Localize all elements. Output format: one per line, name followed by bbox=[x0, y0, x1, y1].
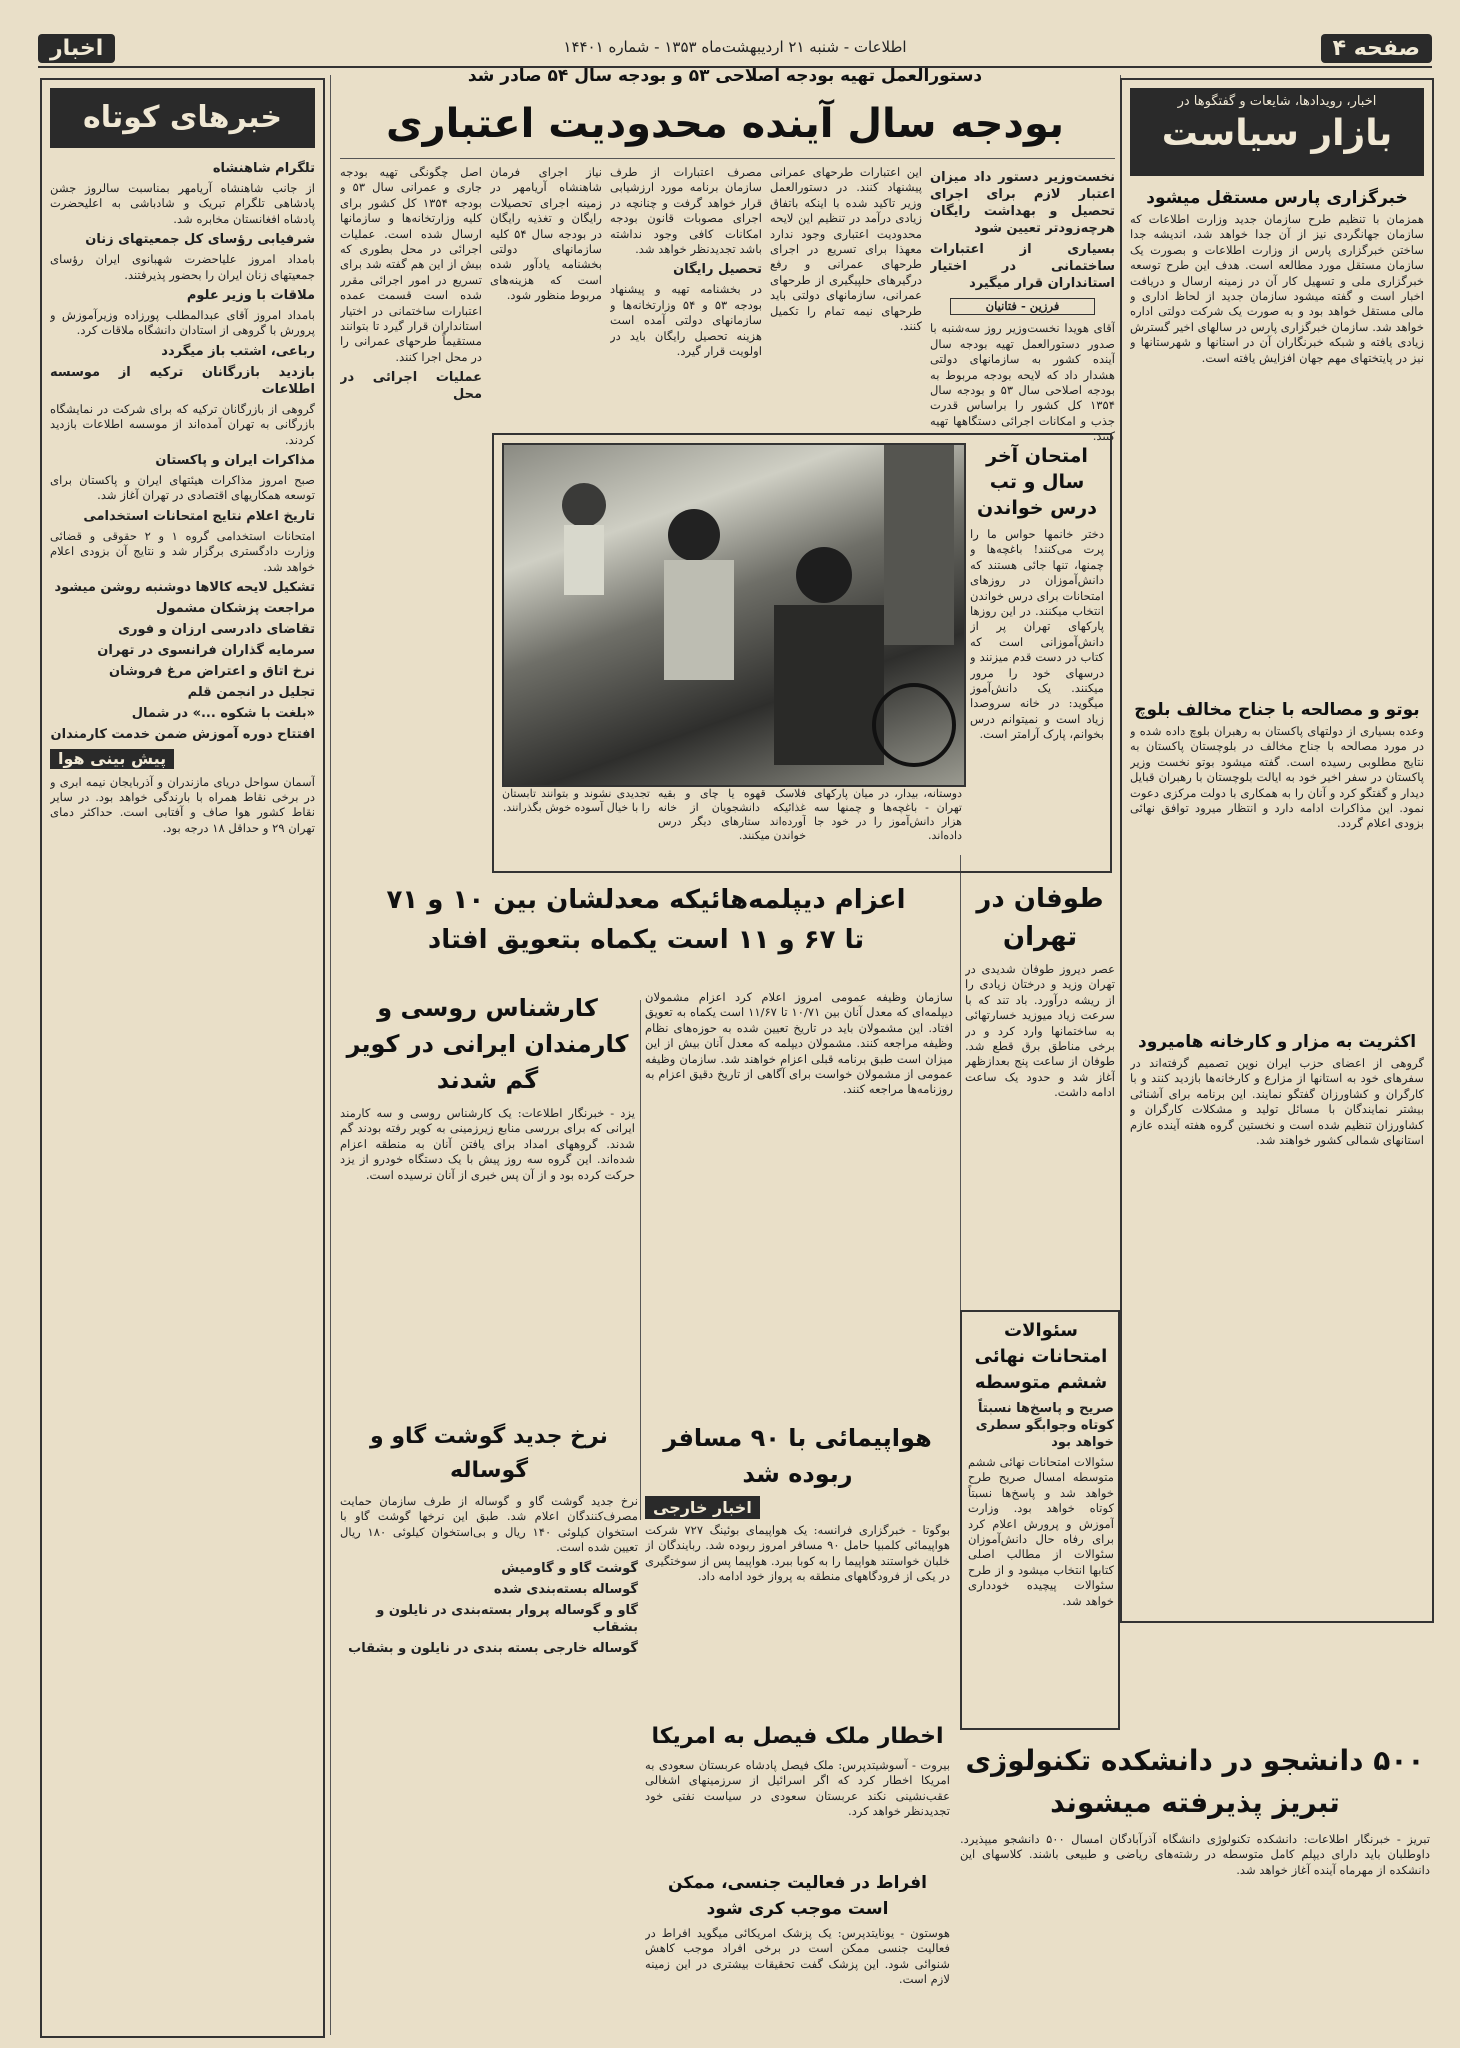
plane-story bbox=[645, 1420, 950, 1720]
brief-title: بازدید بازرگانان ترکیه از موسسه اطلاعات bbox=[50, 364, 315, 397]
main-kicker: دستورالعمل تهیه بودجه اصلاحی ۵۳ و بودجه سال ۵۴ صادر شد bbox=[467, 66, 983, 86]
photo-illustration bbox=[504, 445, 964, 785]
diploma-body: سازمان وظیفه عمومی امروز اعلام کرد اعزام مشمولان دیپلمه‌ای که معدل آنان بین ۱۰/۷۱ تا ۱۱/۶۷ است یکماه به تعویق افتاد. این مشمولان باید در تاریخ تعیین شده به حوزه‌های نظام وظیفه مراجعه کنند. مشمولان دیپلمه که معدل آنان بیش از این میزان است طبق برنامه قبلی اعزام خواهند شد. سازمان وظیفه عمومی از مشمولان خواست برای آگاهی از تاریخ دقیق اعزام به روزنامه‌ها مراجعه کنند. bbox=[645, 990, 953, 1097]
politics-body bbox=[1130, 184, 1424, 1609]
tabriz-story bbox=[960, 1740, 1430, 2030]
photo-caption: تجدیدی نشوند و بتوانند تابستان را با خیال آسوده خوش بگذرانند. bbox=[502, 787, 650, 814]
brief-title: ملاقات با وزیر علوم bbox=[186, 288, 315, 304]
diploma-headline bbox=[340, 880, 952, 980]
main-col-5 bbox=[340, 165, 482, 860]
plane-body: بوگوتا - خبرگزاری فرانسه: یک هواپیمای بوئینگ ۷۲۷ شرکت هواپیمائی کلمبیا حامل ۹۰ مسافر امروز ربوده شد. ربایندگان از خلبان خواستند هواپیما را به کوبا ببرد. هواپیما پس از سوختگیری در یکی از فرودگاههای منطقه به پرواز خود ادامه داد. bbox=[645, 1523, 950, 1584]
brief-title: تشکیل لایحه کالاها دوشنبه روشن میشود bbox=[54, 580, 315, 596]
storm-title: طوفان در تهران bbox=[976, 884, 1104, 952]
main-col-2: این اعتبارات طرحهای عمرانی پیشنهاد کنند. در دستورالعمل وزیر تاکید شده با اینکه باتفاق زیادی درآمد در تنظیم این لایحه محدودیت اعتباری وجود ندارد معهذا برای تسریع در اجرای طرحهای عمرانی و رفع درگیرهای حلپیگیری از طرحهای عمرانی، سازمانهای دولتی باید طرحهای نیمه تمام را تکمیل کنند. bbox=[770, 165, 922, 334]
column-rule bbox=[640, 1000, 641, 1520]
rule bbox=[340, 158, 1115, 159]
banner-kicker: اخبار، رویدادها، شایعات و گفتگوها در bbox=[1177, 94, 1377, 109]
brief-title: سرمایه گذاران فرانسوی در تهران bbox=[97, 643, 315, 659]
photo-caption: فلاسک قهوه یا چای و بقیه غذائیکه دانشجویان از خانه آورده‌اند ستارهای دیگر درس خواندن میکنند. bbox=[658, 787, 806, 842]
paragraph: آقای هویدا نخست‌وزیر روز سه‌شنبه با صدور دستورالعمل تهیه بودجه سال آینده کشور به سازمانهای دولتی هشدار داد که لایحه بودجه مربوط به بودجه اصلاحی سال ۵۳ و بودجه سال ۱۳۵۴ کل کشور را براساس قدرت جذب و امکانات اجرائی دستگاهها تهیه کنند. bbox=[930, 321, 1115, 444]
politics-column bbox=[1120, 78, 1434, 1623]
story-title: اکثریت به مزار و کارخانه هامیرود bbox=[1137, 1032, 1417, 1052]
meat-title: نرخ جدید گوشت گاو و گوساله bbox=[370, 1424, 608, 1483]
section-label: اخبار bbox=[38, 34, 115, 63]
issue-line: اطلاعات - شنبه ۲۱ اردیبهشت‌ماه ۱۳۵۳ - شماره ۱۴۴۰۱ bbox=[563, 38, 907, 56]
story-body: گروهی از اعضای حزب ایران نوین تصمیم گرفته‌اند در سفرهای خود به استانها از مزارع و کارخانه‌ها بازدید کنند و با کارگران و کشاورزان گفتگو نمایند. این برنامه برای آشنائی بیشتر نمایندگان با مسائل تولید و مشکلات کارگران و کشاورزان تنظیم شده است و نخستین گروه هفته آینده عازم استانهای شمالی کشور خواهند شد. bbox=[1130, 1056, 1424, 1148]
main-col-4: نیاز اجرای فرمان شاهنشاه آریامهر در زمینه اجرای تحصیلات رایگان و تغذیه رایگان در بودجه سال ۵۴ کلیه سازمانهای دولتی بخشنامه یادآور شده است که هزینه‌های مربوط منظور شود. bbox=[490, 165, 602, 303]
main-kicker-wrap bbox=[340, 66, 1110, 96]
faisal-story bbox=[645, 1720, 950, 1860]
plane-title: هواپیمائی با ۹۰ مسافر ربوده شد bbox=[663, 1424, 932, 1488]
brief-body: گروهی از بازرگانان ترکیه که برای شرکت در نمایشگاه بازرگانی به تهران آمده‌اند از موسسه اطلاعات بازدید کردند. bbox=[50, 401, 315, 447]
exam-questions-box bbox=[960, 1310, 1120, 1730]
photo-caption: دوستانه، بیدار، در میان پارکهای تهران - باغچه‌ها و چمنها سه هزار دانش‌آموز را در خود جا داده‌اند. bbox=[814, 787, 962, 842]
story-body: همزمان با تنظیم طرح سازمان جدید وزارت اطلاعات که سازمان جهانگردی نیز از آن جدا خواهد شد، اندیشه جدا ساختن خبرگزاری پارس از وزارت اطلاعات و بصورت یک سازمان مستقل مورد مطالعه است. هدف این طرح توسعه خبرگزاری ملی و تسهیل کار آن در زمینه ارسال و دریافت اخبار است و گفته میشود سازمان جدید از لحاظ اداری و مالی مستقل خواهد بود و به صورت یک شرکت دولتی اداره خواهد شد. سازمان خبرگزاری پارس در سالهای اخیر گسترش زیادی یافته و شبکه خبرنگاران آن در استانها و شهرستانها و نیز در پایتختهای مهم جهان افزایش یافته است. bbox=[1130, 212, 1424, 365]
lost-story bbox=[340, 990, 635, 1410]
page-label: صفحه ۴ bbox=[1321, 34, 1432, 63]
exam-title: امتحان آخر سال و تب درس خواندن bbox=[977, 445, 1097, 519]
weather-tag: پیش بینی هوا bbox=[50, 749, 174, 768]
story-title: خبرگزاری پارس مستقل میشود bbox=[1146, 188, 1408, 208]
meat-sub: گاو و گوساله پروار بسته‌بندی در نایلون و بشقاب bbox=[376, 1602, 638, 1635]
short-news-body bbox=[50, 156, 315, 2026]
storm-story bbox=[965, 880, 1115, 1300]
brief-body: صبح امروز مذاکرات هیئتهای ایران و پاکستان برای توسعه همکاریهای اقتصادی در تهران آغاز شد. bbox=[50, 473, 315, 503]
short-news-column bbox=[40, 78, 325, 2038]
faisal-title: اخطار ملک فیصل به امریکا bbox=[651, 1724, 944, 1749]
brief-body: بامداد امروز آقای عبدالمطلب پورزاده وزیرآموزش و پرورش با گروهی از استادان دانشگاه ملاقات کرد. bbox=[50, 308, 315, 338]
bullet: بسیاری از اعتبارات ساختمانی در اختیار استانداران قرار میگیرد bbox=[930, 242, 1115, 291]
story-title: بوتو و مصالحه با جناح مخالف بلوچ bbox=[1134, 700, 1420, 720]
brief-body: امتحانات استخدامی گروه ۱ و ۲ حقوقی و قضائی وزارت دادگستری برگزار شد و نتایج آن بزودی اعلام خواهد شد. bbox=[50, 528, 315, 574]
main-headline: بودجه سال آینده محدودیت اعتباری bbox=[385, 101, 1065, 147]
short-news-title: خبرهای کوتاه bbox=[82, 100, 283, 135]
brief-body: بامداد امروز علیاحضرت شهبانوی ایران رؤسای جمعیتهای زنان ایران را بحضور پذیرفتند. bbox=[50, 252, 315, 282]
brief-body: از جانب شاهنشاه آریامهر بمناسبت سالروز جشن پادشاهی تلگرام تبریک و شادباشی به اعلیحضرت پادشاه افغانستان مخابره شد. bbox=[50, 181, 315, 226]
diploma-title-1: اعزام دیپلمه‌هائیکه معدلشان بین ۱۰ و ۷۱ bbox=[386, 885, 906, 915]
brief-title: «بلغت با شکوه ...» در شمال bbox=[131, 706, 315, 722]
faisal-body: بیروت - آسوشیتدپرس: ملک فیصل پادشاه عربستان سعودی به امریکا اخطار کرد که اگر اسرائیل از سرزمینهای اشغالی عقب‌نشینی نکند عربستان سعودی در سیاست نفتی خود تجدیدنظر خواهد کرد. bbox=[645, 1758, 950, 1819]
paragraph: در بخشنامه تهیه و پیشنهاد بودجه ۵۳ و ۵۴ وزارتخانه‌ها و سازمانهای دولتی آمده است هزینه تحصیل رایگان باید در اولویت قرار گیرد. bbox=[610, 282, 762, 359]
tabriz-title-2: تبریز پذیرفته میشوند bbox=[1050, 1786, 1340, 1819]
banner-title: بازار سیاست bbox=[1161, 113, 1393, 154]
page-header bbox=[38, 30, 1432, 68]
exam-feature-box bbox=[492, 433, 1112, 873]
brief-title: رباعی، اشتب باز میگردد bbox=[161, 343, 315, 359]
weather-body: آسمان سواحل دریای مازندران و آذربایجان نیمه ابری و در برخی نقاط همراه با بارندگی خواهد بود. در سایر نقاط کشور هوا صاف و آفتابی است. حداکثر دمای تهران ۲۹ و حداقل ۱۸ درجه بود. bbox=[50, 774, 315, 835]
bullet: نخست‌وزیر دستور داد میزان اعتبار لازم برای اجرای تحصیل و بهداشت رایگان هرچه‌زودتر تعیین شود bbox=[930, 170, 1115, 236]
brief-title: مراجعت پزشکان مشمول bbox=[156, 601, 315, 617]
meat-story bbox=[340, 1420, 638, 2020]
meat-sub: گوساله بسته‌بندی شده bbox=[493, 1581, 638, 1597]
column-rule bbox=[330, 75, 331, 2035]
brief-title: تاریخ اعلام نتایج امتحانات استخدامی bbox=[83, 508, 315, 524]
story-body: وعده بسیاری از دولتهای پاکستان به رهبران بلوچ داده شده و در مورد مصالحه با جناح مخالف در بلوچستان پاکستان به نتایج مطلوبی رسیده است. گفته میشود بوتو نخست وزیر پاکستان در سفر اخیر خود به ایالت بلوچستان با رهبران قبایل دیدار و گفتگو کرد و آنان را به همکاری با دولت مرکزی دعوت نمود. این مذاکرات ادامه دارد و انتظار میرود توافق نهائی بزودی اعلام گردد. bbox=[1130, 724, 1424, 831]
paragraph: مصرف اعتبارات از طرف سازمان برنامه مورد ارزشیابی قرار خواهد گرفت و چنانچه در اجرای مصوبات قانون بودجه امکانات کافی وجود نداشته باشد تجدیدنظر خواهد شد. bbox=[610, 165, 762, 257]
brief-title: تقاضای دادرسی ارزان و فوری bbox=[118, 622, 315, 638]
exam-questions bbox=[968, 1318, 1114, 1718]
tabriz-body: تبریز - خبرنگار اطلاعات: دانشکده تکنولوژی دانشگاه آذرآبادگان امسال ۵۰۰ دانشجو میپذیرد. داوطلبان باید دارای دیپلم کامل متوسطه در رشته‌های ریاضی و طبیعی باشند. کلاسهای این دانشکده از مهرماه آینده آغاز خواهد شد. bbox=[960, 1832, 1430, 1877]
exam-q-sub: صریح و پاسخ‌ها نسبتاً کوتاه وجوابگو سطری خواهد بود bbox=[975, 1401, 1114, 1450]
main-headline-wrap bbox=[340, 95, 1110, 157]
students-photo bbox=[502, 443, 966, 787]
tabriz-title-1: ۵۰۰ دانشجو در دانشکده تکنولوژی bbox=[965, 1744, 1425, 1777]
lost-title: کارشناس روسی و کارمندان ایرانی در کویر گم شدند bbox=[346, 994, 629, 1094]
diploma-title-2: تا ۶۷ و ۱۱ است یکماه بتعویق افتاد bbox=[427, 925, 865, 955]
short-news-banner bbox=[50, 88, 315, 148]
foreign-news-tag: اخبار خارجی bbox=[645, 1496, 760, 1519]
storm-body: عصر دیروز طوفان شدیدی در تهران وزید و درختان زیادی را از ریشه درآورد. باد تند که با سرعت زیاد میوزید خسارتهائی به ساختمانها وارد کرد و در برخی مناطق برق قطع شد. طوفان از ساعت پنج بعدازظهر آغاز شد و حدود یک ساعت ادامه داشت. bbox=[965, 962, 1115, 1100]
brief-title: تلگرام شاهنشاه bbox=[212, 161, 315, 176]
politics-banner bbox=[1130, 88, 1424, 176]
brief-title: نرخ اتاق و اعتراض مرغ فروشان bbox=[108, 664, 315, 680]
exam-body: دختر خانمها حواس ما را پرت می‌کنند! باغچه‌ها و چمنها، تنها جائی هستند که دانش‌آموزان در روزهای امتحانات برای درس خواندن انتخاب میکنند. در این روزها پارکهای تهران پر از دانش‌آموزانی است که کتاب در دست قدم میزنند و درسهای خود را مرور میکنند. یک دانش‌آموز میگوید: در خانه سروصدا زیاد است و نمیتوانم درس بخوانم، پارک آرامتر است. bbox=[970, 527, 1104, 742]
paragraph: اصل چگونگی تهیه بودجه جاری و عمرانی سال ۵۳ و بودجه ۱۳۵۴ کل کشور برای کلیه وزارتخانه‌ها و سازمانها ارسال شده است. عملیات اجرائی در محل بطوری که بیش از این هم گفته شد برای تسریع در امور اجرائی مقرر شده است قسمت عمده اعتبارات ساختمانی در اختیار استانداران قرار گیرد تا بتوانند مستقیماً طرحهای عمرانی را در محل اجرا کنند. bbox=[340, 165, 482, 364]
hearing-title: افراط در فعالیت جنسی، ممکن است موجب کری شود bbox=[668, 1873, 927, 1919]
main-col-3 bbox=[610, 165, 762, 425]
hearing-story bbox=[645, 1870, 950, 2030]
meat-body: نرخ جدید گوشت گاو و گوساله از طرف سازمان حمایت مصرف‌کنندگان اعلام شد. طبق این نرخها گوشت گاو با استخوان کیلوئی ۱۴۰ ریال و بی‌استخوان کیلوئی ۱۸۰ ریال تعیین شده است. bbox=[340, 1494, 638, 1555]
byline: فرزین - فتانیان bbox=[950, 298, 1095, 315]
exam-q-title: سئوالات امتحانات نهائی ششم متوسطه bbox=[974, 1320, 1108, 1393]
meat-sub: گوساله خارجی بسته بندی در نایلون و بشقاب bbox=[348, 1640, 638, 1656]
meat-sub: گوشت گاو و گاومیش bbox=[501, 1560, 638, 1576]
exam-q-body: سئوالات امتحانات نهائی ششم متوسطه امسال صریح طرح خواهد شد و پاسخ‌ها نسبتاً کوتاه خواهد بود. وزارت آموزش و پرورش اعلام کرد برای رفاه حال دانش‌آموزان سئوالات از مطالب اصلی کتابها انتخاب میشود و از طرح سئوالات پیچیده خودداری خواهد شد. bbox=[968, 1455, 1114, 1608]
lost-body: یزد - خبرنگار اطلاعات: یک کارشناس روسی و سه کارمند ایرانی که برای بررسی منابع زیرزمینی به کویر رفته بودند گم شدند. گروههای امداد برای یافتن آنان به منطقه اعزام شده‌اند. این گروه سه روز پیش با یک دستگاه خودرو از یزد حرکت کرده بود و از آن پس خبری از آنان نرسیده است. bbox=[340, 1106, 635, 1182]
brief-title: مذاکرات ایران و پاکستان bbox=[155, 453, 315, 469]
brief-title: افتتاح دوره آموزش ضمن خدمت کارمندان bbox=[50, 727, 315, 743]
brief-title: شرفیابی رؤسای کل جمعیتهای زنان bbox=[85, 232, 315, 248]
hearing-body: هوستون - یونایتدپرس: یک پزشک امریکائی میگوید افراط در فعالیت جنسی ممکن است در برخی افراد موجب کاهش شنوائی شود. این پزشک گفت تحقیقات بیشتری در این زمینه لازم است. bbox=[645, 1926, 950, 1987]
subhead: تحصیل رایگان bbox=[673, 262, 762, 278]
exam-story bbox=[970, 443, 1104, 863]
brief-title: تجلیل در انجمن قلم bbox=[187, 685, 315, 701]
subhead: عملیات اجرائی در محل bbox=[340, 370, 482, 403]
